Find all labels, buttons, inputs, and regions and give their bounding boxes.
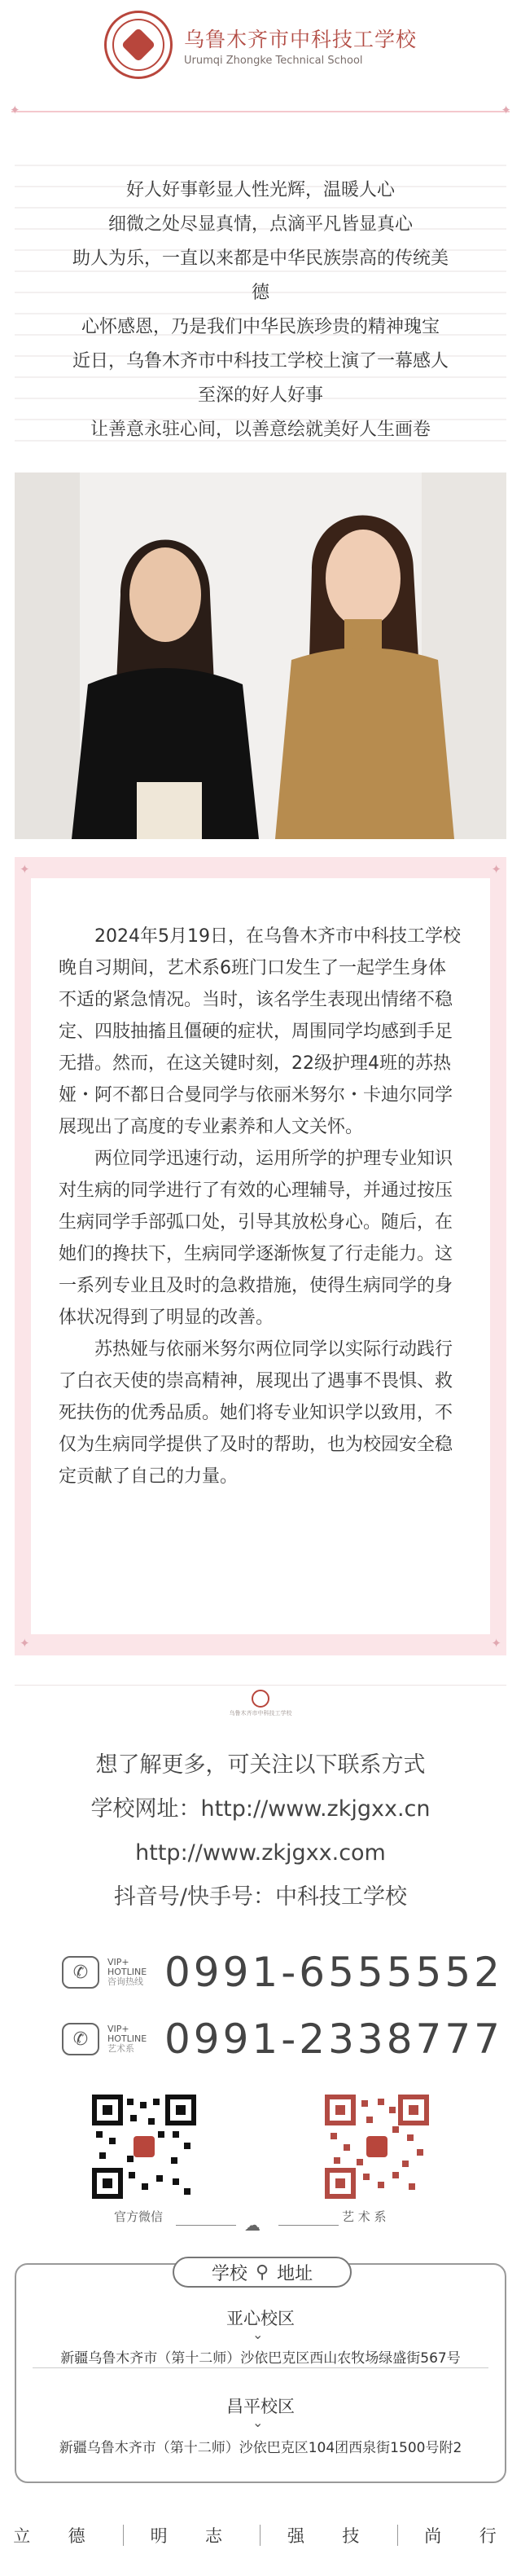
phone-number[interactable]: 0991-2338777: [164, 2016, 503, 2063]
star-decoration-icon: ✦: [20, 862, 30, 877]
hotline-row[interactable]: [62, 2016, 503, 2063]
campus-address: 新疆乌鲁木齐市（第十二师）沙依巴克区西山农牧场绿盛街567号: [60, 2350, 461, 2367]
motto-separator: [397, 2525, 398, 2546]
school-logo: [104, 11, 173, 79]
social-account: 抖音号/快手号：中科技工学校: [113, 1884, 408, 1910]
hotline-row[interactable]: [62, 1949, 503, 1996]
intro-line: 助人为乐，一直以来都是中华民族崇高的传统美: [72, 248, 449, 269]
article-body: [31, 878, 490, 1634]
motto-char: 明: [150, 2526, 179, 2546]
qr-caption-art: 艺 术 系: [342, 2209, 387, 2224]
phone-icon: ✆: [62, 1956, 99, 1989]
star-decoration-icon: ✦: [491, 862, 501, 877]
intro-line: 心怀感恩，乃是我们中华民族珍贵的精神瑰宝: [81, 317, 440, 337]
students-photo: [15, 473, 506, 839]
campus-name: 昌平校区: [226, 2397, 295, 2416]
school-name-en: Urumqi Zhongke Technical School: [183, 54, 363, 67]
tab-school[interactable]: 学校: [211, 2263, 247, 2284]
wechat-icon: ☁: [244, 2215, 260, 2235]
phone-number[interactable]: 0991-6555552: [164, 1949, 503, 1996]
intro-section: [15, 145, 506, 456]
chevron-down-icon: ⌄: [252, 2415, 264, 2430]
intro-line: 细微之处尽显真情，点滴平凡皆显真心: [107, 214, 413, 235]
star-decoration-icon: ✦: [491, 1636, 501, 1651]
hotline-label-top: VIP+ HOTLINE: [107, 1957, 147, 1977]
campus-address: 新疆乌鲁木齐市（第十二师）沙依巴克区104团西泉街1500号附2: [59, 2440, 462, 2456]
qr-code-official-wechat[interactable]: [91, 2094, 197, 2200]
mini-logo-text: 乌鲁木齐市中科技工学校: [229, 1710, 292, 1717]
website-link[interactable]: 学校网址：http://www.zkjgxx.cn: [90, 1796, 431, 1822]
website-link-alt[interactable]: http://www.zkjgxx.com: [135, 1840, 386, 1866]
motto-char: 强: [287, 2526, 316, 2546]
article-paragraph: 2024年5月19日，在乌鲁木齐市中科技工学校晚自习期间，艺术系6班门口发生了一起学生身体不适的紧急情况。当时，该名学生表现出情绪不稳定、四肢抽搐且僵硬的症状，周围同学均感到手足无措。然而，在这关键时刻，22级护理4班的苏热娅・阿不都日合曼同学与依丽米努尔・卡迪尔同学展现出了高度的专业素养和人文关怀。: [59, 926, 461, 1137]
chevron-down-icon: ⌄: [252, 2327, 264, 2342]
qr-caption-wechat: 官方微信: [114, 2209, 164, 2224]
intro-line: 好人好事彰显人性光辉，温暖人心: [125, 180, 395, 200]
qr-code-art-department[interactable]: [324, 2094, 430, 2200]
intro-line: 至深的好人好事: [197, 385, 323, 406]
school-name-cn: 乌鲁木齐市中科技工学校: [183, 27, 417, 51]
article-paragraph: 苏热娅与依丽米努尔两位同学以实际行动践行了白衣天使的崇高精神，展现出了遇事不畏惧、救死扶伤的优秀品质。她们将专业知识学以致用，不仅为生病同学提供了及时的帮助，也为校园安全稳定贡献了自己的力量。: [59, 1339, 453, 1487]
tab-address[interactable]: 地址: [277, 2263, 313, 2284]
motto-char: 尚: [424, 2526, 453, 2546]
motto-separator: [123, 2525, 124, 2546]
intro-line: 近日，乌鲁木齐市中科技工学校上演了一幕感人: [72, 351, 449, 371]
hotline-label: [107, 2024, 156, 2054]
campus-name: 亚心校区: [226, 2309, 295, 2328]
footer-divider: [15, 1685, 506, 1686]
motto-char: 志: [205, 2526, 234, 2546]
caption-line: [278, 2225, 339, 2226]
article-paragraph: 两位同学迅速行动，运用所学的护理专业知识对生病的同学进行了有效的心理辅导，并通过按压生病同学手部弧口处，引导其放松身心。随后，在她们的搀扶下，生病同学逐渐恢复了行走能力。这一系列专业且及时的急救措施，使得生病同学的身体状况得到了明显的改善。: [59, 1149, 453, 1328]
mini-school-logo: [252, 1690, 269, 1708]
intro-line: 德: [251, 283, 269, 303]
star-decoration-icon: ✦: [20, 1636, 30, 1651]
caption-line: [176, 2225, 236, 2226]
hotline-label: [107, 1958, 156, 1987]
footer-logo: [228, 1690, 293, 1717]
star-decoration-icon: ✦: [501, 103, 511, 117]
address-tabs[interactable]: [173, 2257, 352, 2288]
header-divider: [11, 111, 510, 112]
address-separator: [33, 2367, 488, 2368]
motto-char: 技: [342, 2526, 371, 2546]
hotline-label-bottom: 艺术系: [107, 2043, 134, 2054]
location-pin-icon: ⚲: [255, 2262, 269, 2283]
school-motto: [0, 2517, 521, 2553]
phone-icon: ✆: [62, 2023, 99, 2055]
article-section: [15, 857, 506, 1655]
motto-char: 立: [13, 2526, 42, 2546]
motto-char: 行: [479, 2526, 508, 2546]
hotline-label-bottom: 咨询热线: [107, 1976, 143, 1987]
motto-char: 德: [68, 2526, 97, 2546]
contact-heading: 想了解更多，可关注以下联系方式: [95, 1752, 426, 1778]
star-decoration-icon: ✦: [10, 103, 20, 117]
contact-info: [0, 1743, 521, 1919]
header: [0, 0, 521, 90]
hotline-label-top: VIP+ HOTLINE: [107, 2024, 147, 2044]
intro-line: 让善意永驻心间，以善意绘就美好人生画卷: [90, 420, 431, 440]
